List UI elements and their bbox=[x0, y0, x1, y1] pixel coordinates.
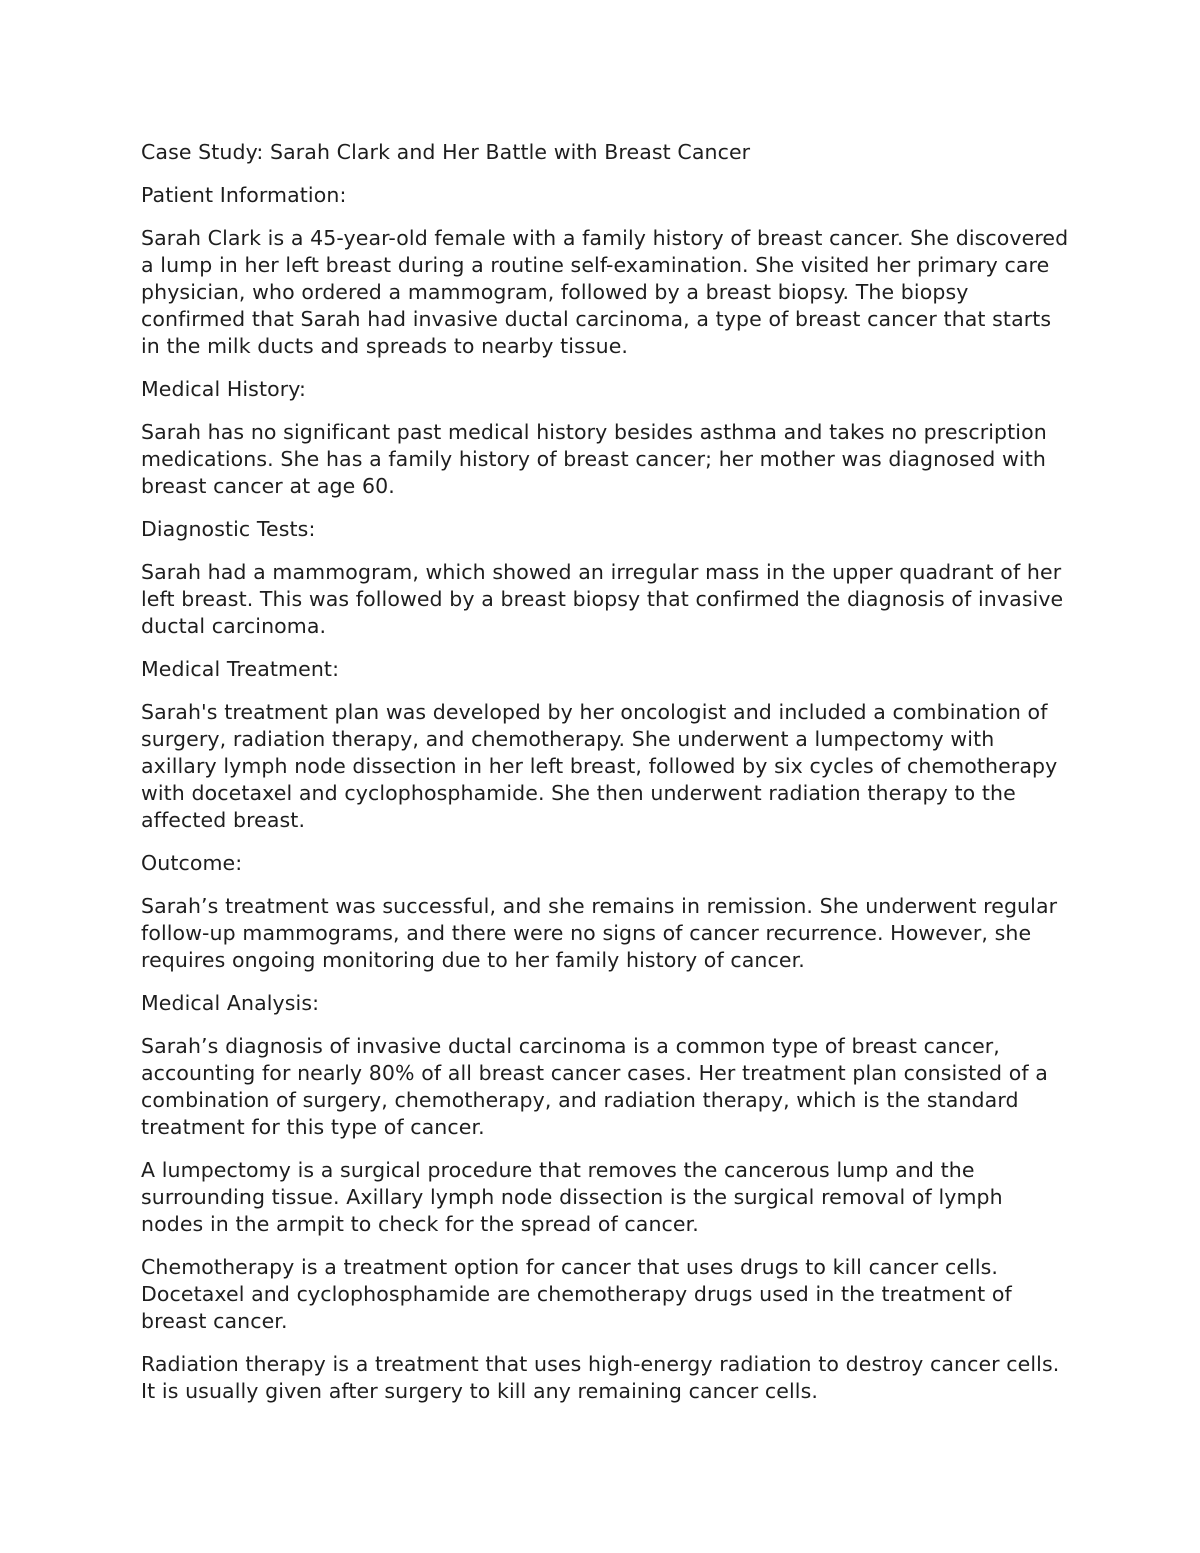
patient-info-heading: Patient Information: bbox=[141, 183, 347, 207]
diagnostic-tests-paragraph: Sarah had a mammogram, which showed an irregular mass in the upper quadrant of her left breast. This was followed by a breast biopsy that confirmed the diagnosis of invasive ductal carcinoma. bbox=[141, 560, 1064, 638]
medical-analysis-heading: Medical Analysis: bbox=[141, 991, 320, 1015]
analysis-paragraph-lumpectomy: A lumpectomy is a surgical procedure that removes the cancerous lump and the surrounding tissue. Axillary lymph node dissection is the surgical removal of lymph nodes in the armpit to check for the spread of cancer. bbox=[141, 1158, 1003, 1236]
medical-treatment-heading: Medical Treatment: bbox=[141, 657, 340, 681]
outcome-heading: Outcome: bbox=[141, 851, 243, 875]
diagnostic-tests-heading: Diagnostic Tests: bbox=[141, 517, 316, 541]
analysis-paragraph-radiation: Radiation therapy is a treatment that uses high-energy radiation to destroy cancer cells. It is usually given after surgery to kill any remaining cancer cells. bbox=[141, 1352, 1060, 1403]
medical-treatment-paragraph: Sarah's treatment plan was developed by her oncologist and included a combination of surgery, radiation therapy, and chemotherapy. She underwent a lumpectomy with axillary lymph node dissection in her left breast, followed by six cycles of chemotherapy with docetaxel and cyclophosphamide. She then underwent radiation therapy to the affected breast. bbox=[141, 700, 1058, 832]
analysis-paragraph-chemotherapy: Chemotherapy is a treatment option for cancer that uses drugs to kill cancer cells. Docetaxel and cyclophosphamide are chemotherapy drugs used in the treatment of breast cancer. bbox=[141, 1255, 1012, 1333]
outcome-paragraph: Sarah’s treatment was successful, and she remains in remission. She underwent regular follow-up mammograms, and there were no signs of cancer recurrence. However, she requires ongoing monitoring due to her family history of cancer. bbox=[141, 894, 1058, 972]
document-title: Case Study: Sarah Clark and Her Battle with Breast Cancer bbox=[141, 140, 751, 164]
medical-history-heading: Medical History: bbox=[141, 377, 306, 401]
medical-history-paragraph: Sarah has no significant past medical history besides asthma and takes no prescription medications. She has a family history of breast cancer; her mother was diagnosed with breast cancer at age 60. bbox=[141, 420, 1047, 498]
document-page bbox=[141, 139, 1071, 1421]
patient-info-paragraph: Sarah Clark is a 45-year-old female with a family history of breast cancer. She discovered a lump in her left breast during a routine self-examination. She visited her primary care physician, who ordered a mammogram, followed by a breast biopsy. The biopsy confirmed that Sarah had invasive ductal carcinoma, a type of breast cancer that starts in the milk ducts and spreads to nearby tissue. bbox=[141, 226, 1069, 358]
analysis-paragraph-diagnosis: Sarah’s diagnosis of invasive ductal carcinoma is a common type of breast cancer, accounting for nearly 80% of all breast cancer cases. Her treatment plan consisted of a combination of surgery, chemotherapy, and radiation therapy, which is the standard treatment for this type of cancer. bbox=[141, 1034, 1048, 1139]
